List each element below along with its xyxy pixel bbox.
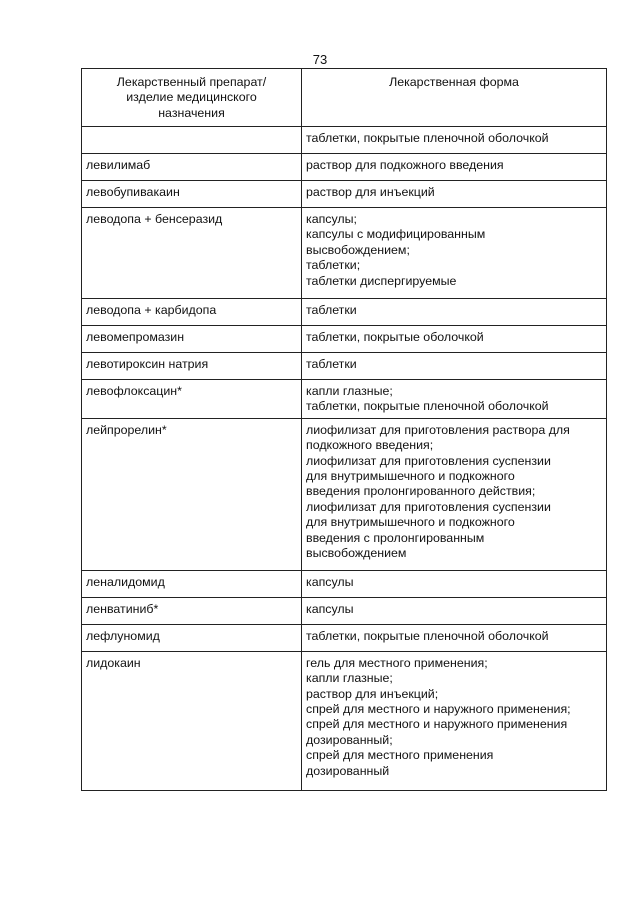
dosage-form-line: таблетки, покрытые пленочной оболочкой [306, 628, 549, 643]
dosage-form-cell [302, 127, 607, 154]
dosage-form-line: таблетки диспергируемые [306, 273, 457, 288]
dosage-form-line: таблетки, покрытые пленочной оболочкой [306, 399, 549, 414]
dosage-form-line: лиофилизат для приготовления раствора для [306, 422, 570, 437]
drug-name-cell: левобупивакаин [82, 181, 302, 208]
table-row [82, 127, 607, 154]
table-header-row [82, 69, 607, 127]
dosage-form-line: капсулы [306, 601, 354, 616]
dosage-form-line: капли глазные; [306, 384, 393, 398]
dosage-form-line: спрей для местного и наружного применения [306, 717, 568, 732]
dosage-form-cell [302, 181, 607, 208]
drug-name-cell: ленватиниб* [82, 597, 302, 624]
table-row [82, 299, 607, 326]
dosage-form-line: капли глазные; [306, 671, 393, 686]
drug-name-cell: левофлоксацин* [82, 380, 302, 419]
dosage-form-cell [302, 651, 607, 790]
dosage-form-line: раствор для инъекций [306, 185, 435, 199]
dosage-form-line: спрей для местного и наружного применения; [306, 702, 571, 717]
drug-name-cell: леводопа + карбидопа [82, 299, 302, 326]
dosage-form-line: высвобождением; [306, 242, 410, 257]
dosage-form-line: для внутримышечного и подкожного [306, 515, 515, 530]
drug-name-cell: леводопа + бенсеразид [82, 208, 302, 299]
header-dosage-form: Лекарственная форма [302, 69, 607, 127]
header-drug-name-line: изделие медицинского [126, 90, 257, 105]
dosage-form-line: введения пролонгированного действия; [306, 484, 536, 499]
dosage-form-line: спрей для местного применения [306, 748, 494, 763]
header-drug-name [82, 69, 302, 127]
dosage-form-line: капсулы; [306, 212, 357, 226]
dosage-form-line: дозированный; [306, 732, 393, 747]
dosage-form-cell [302, 597, 607, 624]
table-row [82, 570, 607, 597]
table-row [82, 353, 607, 380]
drug-name-cell: лейпрорелин* [82, 418, 302, 570]
dosage-form-line: таблетки, покрытые оболочкой [306, 330, 484, 344]
header-drug-name-line: назначения [158, 105, 225, 120]
table-row [82, 624, 607, 651]
dosage-form-cell [302, 299, 607, 326]
table-row [82, 597, 607, 624]
dosage-form-line: подкожного введения; [306, 438, 434, 453]
table-row [82, 651, 607, 790]
drug-name-cell [82, 127, 302, 154]
dosage-form-line: лиофилизат для приготовления суспензии [306, 499, 551, 514]
dosage-form-line: таблетки [306, 303, 357, 317]
drug-forms-table [81, 68, 607, 791]
dosage-form-line: гель для местного применения; [306, 655, 488, 670]
page-number: 73 [312, 52, 328, 67]
dosage-form-line: таблетки [306, 357, 357, 371]
dosage-form-line: раствор для инъекций; [306, 686, 439, 701]
table-row [82, 326, 607, 353]
dosage-form-line: высвобождением [306, 546, 407, 561]
dosage-form-cell [302, 353, 607, 380]
drug-name-cell: леналидомид [82, 570, 302, 597]
dosage-form-cell [302, 570, 607, 597]
dosage-form-cell [302, 326, 607, 353]
dosage-form-line: лиофилизат для приготовления суспензии [306, 453, 551, 468]
dosage-form-line: капсулы с модифицированным [306, 227, 486, 242]
dosage-form-line: капсулы [306, 574, 354, 589]
dosage-form-cell [302, 624, 607, 651]
table-row [82, 208, 607, 299]
dosage-form-cell [302, 208, 607, 299]
dosage-form-line: дозированный [306, 763, 390, 778]
dosage-form-cell [302, 418, 607, 570]
table-row [82, 181, 607, 208]
table-row [82, 380, 607, 419]
drug-name-cell: левотироксин натрия [82, 353, 302, 380]
table-row [82, 154, 607, 181]
drug-name-cell: левилимаб [82, 154, 302, 181]
drug-name-cell: левомепромазин [82, 326, 302, 353]
dosage-form-cell [302, 380, 607, 419]
dosage-form-line: таблетки; [306, 258, 361, 273]
dosage-form-line: раствор для подкожного введения [306, 158, 504, 172]
drug-name-cell: лефлуномид [82, 624, 302, 651]
dosage-form-line: введения с пролонгированным [306, 530, 485, 545]
drug-name-cell: лидокаин [82, 651, 302, 790]
dosage-form-line: для внутримышечного и подкожного [306, 469, 515, 484]
dosage-form-line: таблетки, покрытые пленочной оболочкой [306, 131, 549, 145]
table-row [82, 418, 607, 570]
dosage-form-cell [302, 154, 607, 181]
header-drug-name-line: Лекарственный препарат/ [116, 75, 267, 89]
